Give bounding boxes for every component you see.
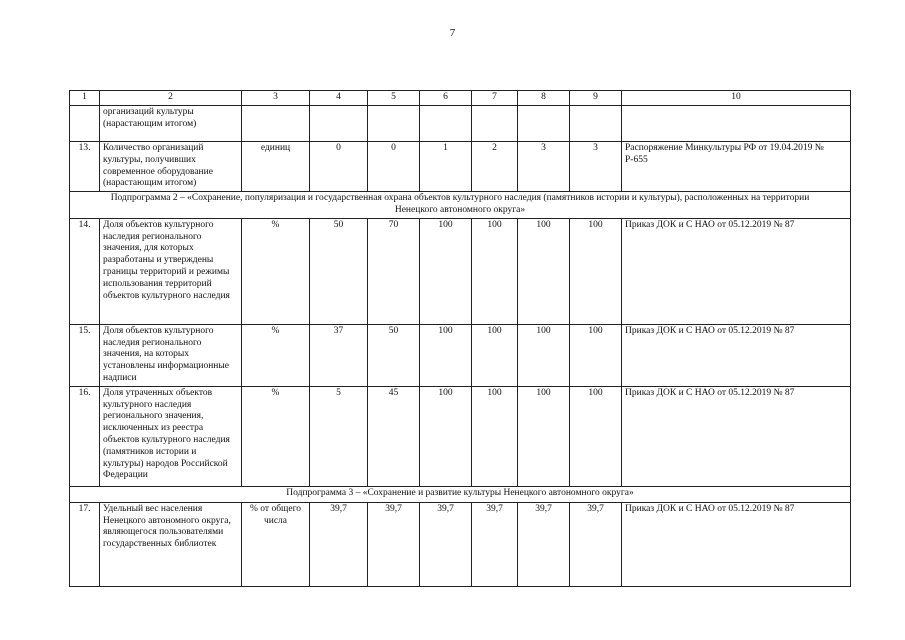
column-number-cell: 8 bbox=[518, 91, 570, 106]
column-number-cell: 1 bbox=[70, 91, 100, 106]
value-cell: 100 bbox=[420, 386, 472, 486]
value-cell: 100 bbox=[518, 218, 570, 324]
unit-cell: % bbox=[242, 218, 310, 324]
source-document-cell: Приказ ДОК и С НАО от 05.12.2019 № 87 bbox=[622, 324, 851, 386]
value-cell: 100 bbox=[420, 324, 472, 386]
value-cell: 37 bbox=[310, 324, 368, 386]
column-number-cell: 3 bbox=[242, 91, 310, 106]
source-document-cell: Приказ ДОК и С НАО от 05.12.2019 № 87 bbox=[622, 218, 851, 324]
indicator-row bbox=[70, 386, 851, 486]
value-cell: 100 bbox=[472, 386, 518, 486]
indicator-row bbox=[70, 324, 851, 386]
indicator-row bbox=[70, 142, 851, 192]
indicator-name-cell: Доля объектов культурного наследия регионального значения, для которых разработаны и утверждены границы территорий и режимы использования территорий объектов культурного наследия bbox=[100, 218, 242, 324]
value-cell: 39,7 bbox=[368, 502, 420, 586]
indicator-name-cell: Доля объектов культурного наследия регионального значения, на которых установлены информационные надписи bbox=[100, 324, 242, 386]
column-number-cell: 2 bbox=[100, 91, 242, 106]
value-cell: 45 bbox=[368, 386, 420, 486]
unit-cell: % bbox=[242, 386, 310, 486]
page-number: 7 bbox=[449, 27, 456, 39]
value-cell: 0 bbox=[368, 142, 420, 192]
value-cell: 2 bbox=[472, 142, 518, 192]
subprogram-2-row bbox=[70, 192, 851, 219]
value-cell: 100 bbox=[570, 218, 622, 324]
column-number-cell: 6 bbox=[420, 91, 472, 106]
value-cell: 5 bbox=[310, 386, 368, 486]
value-cell bbox=[472, 106, 518, 142]
unit-cell: % bbox=[242, 324, 310, 386]
value-cell: 50 bbox=[368, 324, 420, 386]
value-cell: 39,7 bbox=[310, 502, 368, 586]
source-document-cell: Приказ ДОК и С НАО от 05.12.2019 № 87 bbox=[622, 386, 851, 486]
column-number-cell: 7 bbox=[472, 91, 518, 106]
column-number-cell: 10 bbox=[622, 91, 851, 106]
indicator-row bbox=[70, 218, 851, 324]
value-cell: 1 bbox=[420, 142, 472, 192]
unit-cell bbox=[242, 106, 310, 142]
subprogram-heading: Подпрограмма 2 – «Сохранение, популяризация и государственная охрана объектов культурного наследия (памятников истории и культуры), расположенных на территории Ненецкого автономного округа» bbox=[70, 192, 851, 219]
source-document-cell: Приказ ДОК и С НАО от 05.12.2019 № 87 bbox=[622, 502, 851, 586]
value-cell: 100 bbox=[472, 218, 518, 324]
row-number-cell: 17. bbox=[70, 502, 100, 586]
value-cell bbox=[518, 106, 570, 142]
value-cell: 0 bbox=[310, 142, 368, 192]
column-number-cell: 4 bbox=[310, 91, 368, 106]
source-document-cell: Распоряжение Минкультуры РФ от 19.04.2019 № Р-655 bbox=[622, 142, 851, 192]
value-cell: 100 bbox=[472, 324, 518, 386]
indicator-row bbox=[70, 502, 851, 586]
value-cell bbox=[420, 106, 472, 142]
value-cell: 100 bbox=[518, 324, 570, 386]
subprogram-heading: Подпрограмма 3 – «Сохранение и развитие культуры Ненецкого автономного округа» bbox=[70, 486, 851, 502]
row-number-cell bbox=[70, 106, 100, 142]
row-number-cell: 14. bbox=[70, 218, 100, 324]
value-cell: 3 bbox=[518, 142, 570, 192]
value-cell: 39,7 bbox=[420, 502, 472, 586]
value-cell: 100 bbox=[518, 386, 570, 486]
value-cell: 39,7 bbox=[472, 502, 518, 586]
value-cell: 100 bbox=[570, 324, 622, 386]
indicator-name-cell: Удельный вес населения Ненецкого автономного округа, являющегося пользователями государственных библиотек bbox=[100, 502, 242, 586]
value-cell bbox=[368, 106, 420, 142]
value-cell: 39,7 bbox=[518, 502, 570, 586]
column-number-row bbox=[70, 91, 851, 106]
value-cell bbox=[570, 106, 622, 142]
value-cell: 100 bbox=[420, 218, 472, 324]
row-number-cell: 15. bbox=[70, 324, 100, 386]
indicators-table bbox=[69, 90, 851, 587]
value-cell: 50 bbox=[310, 218, 368, 324]
source-document-cell bbox=[622, 106, 851, 142]
indicator-name-cell: Количество организаций культуры, получивших современное оборудование (нарастающим итогом) bbox=[100, 142, 242, 192]
value-cell: 39,7 bbox=[570, 502, 622, 586]
unit-cell: % от общего числа bbox=[242, 502, 310, 586]
continuation-row bbox=[70, 106, 851, 142]
value-cell: 70 bbox=[368, 218, 420, 324]
value-cell: 100 bbox=[570, 386, 622, 486]
row-number-cell: 16. bbox=[70, 386, 100, 486]
row-number-cell: 13. bbox=[70, 142, 100, 192]
indicator-name-cell: организаций культуры (нарастающим итогом) bbox=[100, 106, 242, 142]
indicator-name-cell: Доля утраченных объектов культурного наследия регионального значения, исключенных из реестра объектов культурного наследия (памятников истории и культуры) народов Российской Федерации bbox=[100, 386, 242, 486]
subprogram-3-row bbox=[70, 486, 851, 502]
value-cell bbox=[310, 106, 368, 142]
unit-cell: единиц bbox=[242, 142, 310, 192]
column-number-cell: 9 bbox=[570, 91, 622, 106]
value-cell: 3 bbox=[570, 142, 622, 192]
column-number-cell: 5 bbox=[368, 91, 420, 106]
